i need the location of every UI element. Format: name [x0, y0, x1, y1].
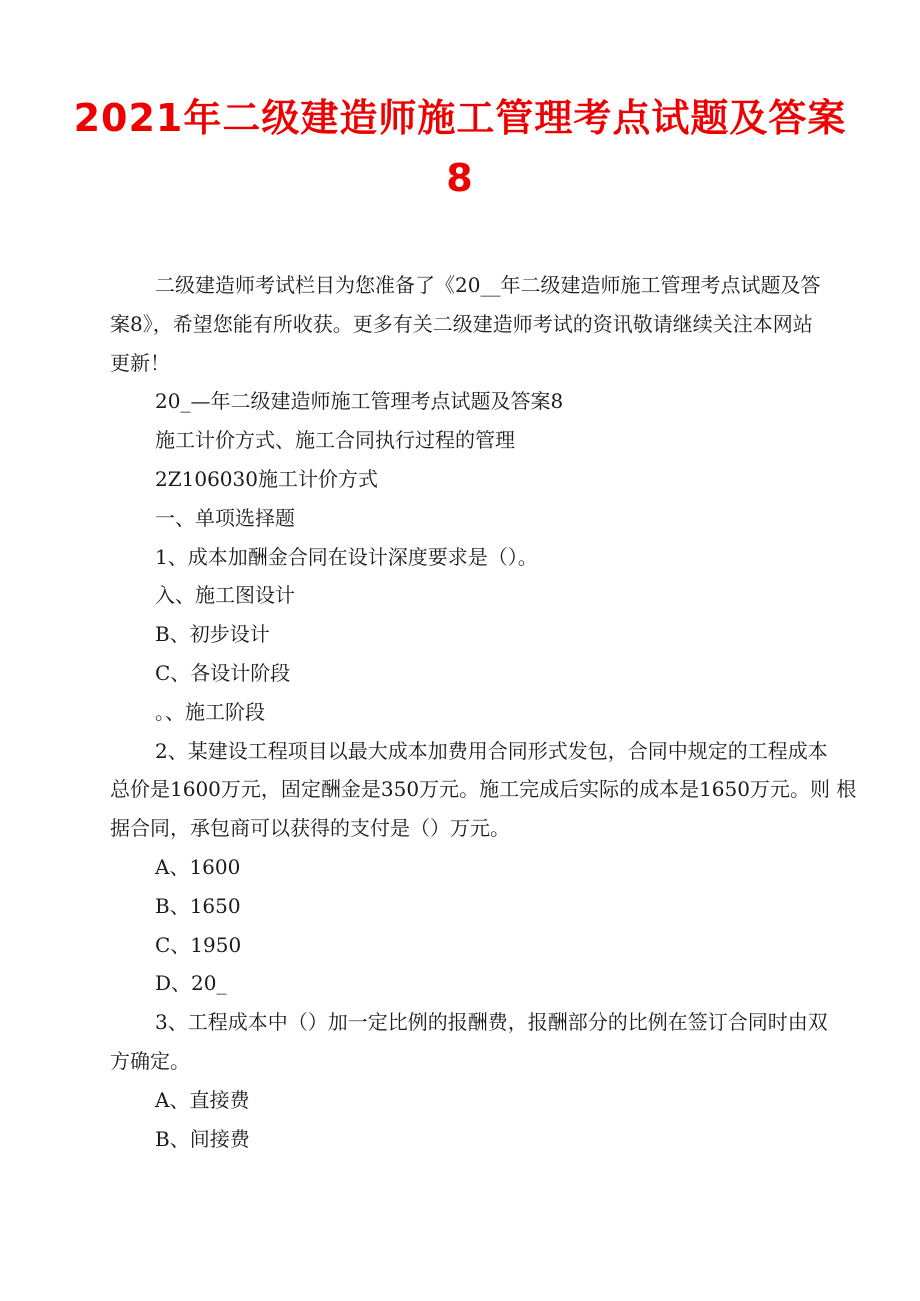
document-title: [0, 88, 920, 208]
text-line: 1、成本加酬金合同在设计深度要求是（）。: [155, 544, 538, 569]
text-line: A、1600: [155, 854, 241, 879]
text-line: D、20_: [155, 971, 227, 996]
text-line: 20_—年二级建造师施工管理考点试题及答案8: [155, 389, 564, 414]
text-line: A、直接费: [155, 1087, 250, 1112]
text-line: 2、某建设工程项目以最大成本加费用合同形式发包，合同中规定的工程成本: [155, 738, 828, 763]
text-line: 更新！: [110, 350, 170, 375]
title-line-1: 2021年二级建造师施工管理考点试题及答案: [73, 96, 847, 140]
text-line: 方确定。: [110, 1048, 190, 1073]
text-line: 3、工程成本中（）加一定比例的报酬费，报酬部分的比例在签订合同时由双: [155, 1010, 828, 1035]
document-body: [110, 266, 857, 1158]
text-line: 据合同，承包商可以获得的支付是（）万元。: [110, 816, 510, 841]
text-line: 入、施工图设计: [155, 583, 295, 608]
text-line: 施工计价方式、施工合同执行过程的管理: [155, 428, 515, 453]
text-line: 总价是1600万元，固定酬金是350万元。施工完成后实际的成本是1650万元。则 根: [110, 777, 857, 802]
title-line-2: 8: [446, 156, 474, 200]
text-line: B、初步设计: [155, 622, 270, 647]
text-line: 案8》，希望您能有所收获。更多有关二级建造师考试的资讯敬请继续关注本网站: [110, 311, 813, 336]
text-line: 二级建造师考试栏目为您准备了《20__年二级建造师施工管理考点试题及答: [155, 273, 821, 297]
text-line: B、间接费: [155, 1126, 250, 1151]
text-line: 一、单项选择题: [155, 505, 295, 530]
text-line: B、1650: [155, 893, 241, 918]
text-line: 。、施工阶段: [155, 699, 265, 724]
text-line: C、各设计阶段: [155, 660, 291, 685]
text-line: 2Z106030施工计价方式: [155, 466, 378, 491]
text-line: C、1950: [155, 932, 242, 957]
